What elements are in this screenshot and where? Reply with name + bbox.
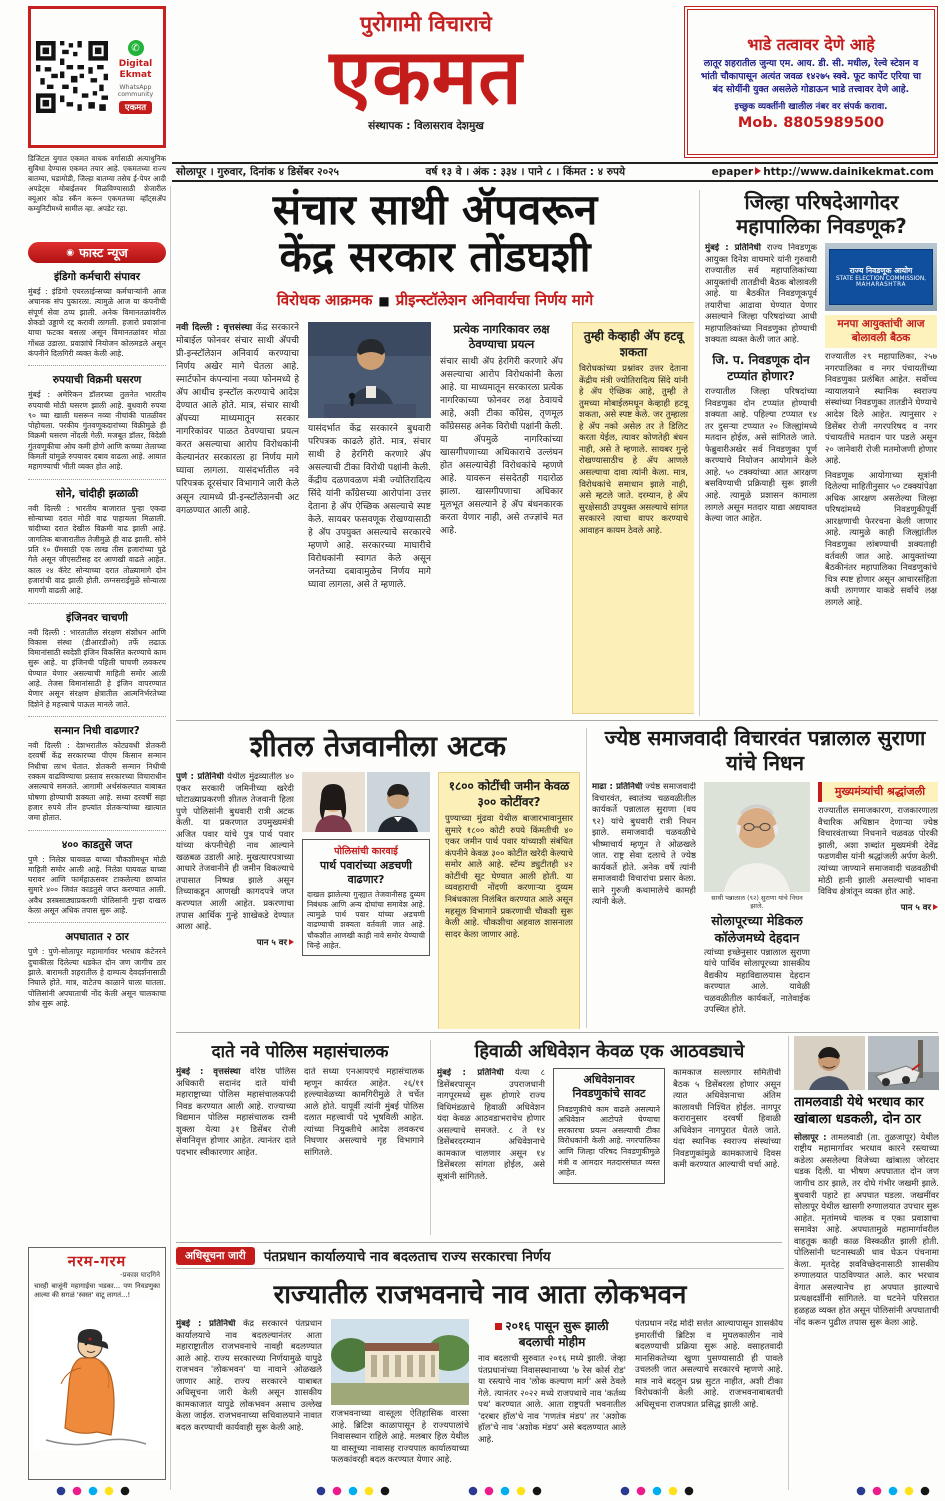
- cartoon-credit: -प्रकाश घादगिने: [120, 1271, 160, 1279]
- article-column: [478, 1319, 626, 1489]
- article-paragraph: तामलवाडी (ता. तुळजापूर) येथील राष्ट्रीय महामार्गावर भरधाव कारने रस्त्याच्या कडेला असलेल्या विजेच्या खांबाला जोरदार धडक दिली. या भीषण अपघातात दोन जण जागीच ठार झाले, तर दोघे गंभीर जखमी झाले. बुधवारी पहाटे हा अपघात घडला. जखमींवर सोलापूर येथील खासगी रुग्णालयात उपचार सुरू आहेत. मृतांमध्ये चालक व एका प्रवाशाचा समावेश आहे. अपघातामुळे महामार्गावरील वाहतूक काही काळ विस्कळीत झाली होती. पोलिसांनी घटनास्थळी धाव घेऊन पंचनामा केला. मृतदेह शवविच्छेदनासाठी शासकीय रुग्णालयात पाठविण्यात आले. कार भरधाव वेगात असल्यानेच हा अपघात झाल्याचे प्रत्यक्षदर्शींनी सांगितले. या घटनेने परिसरात हळहळ व्यक्त होत असून पोलिसांनी अपघाताची नोंद करून पुढील तपास सुरू केला आहे.: [794, 1132, 939, 1328]
- dateline: मुंबई : प्रतिनिधी: [437, 1068, 504, 1078]
- news-flash-icon: ◉: [66, 247, 75, 258]
- registration-marks: [316, 1486, 390, 1496]
- date-bar: [172, 162, 938, 182]
- registration-marks: [856, 1486, 930, 1496]
- article-paragraph: केंद्र सरकारने पंतप्रधान कार्यालयाचे नाव बदलल्यानंतर आता महाराष्ट्रातील राजभवनाचे नावही बदलण्यात आले आहे. राज्य सरकारच्या निर्णयामुळे यापुढे राजभवन 'लोकभवन' या नावाने ओळखले जाणार आहे. राज्य सरकारने याबाबत अधिसूचना जारी केली असून शासकीय कामकाजात यापुढे लोकभवन असाच उल्लेख केला जाईल. राजभवनाच्या सचिवालयाने नावात बदल करण्याची कार्यवाही सुरू केली आहे.: [176, 1319, 322, 1433]
- article-paragraph: वरिष्ठ पोलिस अधिकारी सदानंद दाते यांची महाराष्ट्राच्या पोलिस महासंचालकपदी निवड करण्यात आली आहे. राज्याच्या विद्यमान पोलिस महासंचालक रश्मी शुक्ला येत्या ३१ डिसेंबर रोजी सेवानिवृत्त होणार आहेत. त्यानंतर दाते पदभार स्वीकारणार आहेत.: [176, 1067, 297, 1158]
- article-headline: जिल्हा परिषदेआगोदर महापालिका निवडणूक?: [736, 190, 907, 238]
- victim-photo: [794, 1036, 865, 1090]
- digital-box-caption: डिजिटल युगात एकमत वाचक वर्गासाठी अत्याधुनिक सुविधा देण्यास एकमत तयार आहे. एकमतच्या राज्य बातम्या, घडामोडी, जिल्हा बातम्या तसेच ई-पेपर आदी अपडेट्स मोबाईलवर मिळविण्यासाठी शेजारील क्यूआर कोड स्कॅन करून एकमतच्या व्हॉट्सॲप कम्युनिटीमध्ये सामील व्हा. अपडेट रहा.: [28, 154, 166, 214]
- article-headline: दाते नवे पोलिस महासंचालक: [211, 1042, 389, 1062]
- minister-photo: [308, 322, 431, 418]
- article-headline: शीतल तेजवानीला अटक: [249, 729, 507, 763]
- sheetal-article: [176, 726, 580, 1029]
- crashed-car-photo: [868, 1036, 939, 1090]
- article-headline: ज्येष्ठ समाजवादी विचारवंत पन्नालाल सुराणा यांचे निधन: [604, 726, 926, 775]
- highlight-box: [438, 772, 580, 1029]
- article-headline: राज्यातील राजभवनाचे नाव आता लोकभवन: [273, 1280, 687, 1310]
- article-text: [176, 322, 299, 518]
- lead-column-1: [176, 322, 299, 714]
- article-columns: [176, 772, 580, 1029]
- article-text: [176, 1319, 322, 1434]
- dateline: मुंबई : प्रतिनिधी: [705, 243, 761, 253]
- article-text: [794, 1133, 939, 1329]
- ad-contact-note: इच्छुक व्यक्तींनी खालील नंबर वर संपर्क करावा.: [734, 101, 888, 112]
- article-paragraph: राज्यातील २९ महापालिका, २५७ नगरपालिका व नगर पंचायतींच्या निवडणुका प्रलंबित आहेत. सर्वोच्च न्यायालयाने स्थानिक स्वराज्य संस्थांच्या निवडणुका तातडीने घेण्याचे आदेश दिले आहेत. त्यानुसार २ डिसेंबर रोजी नगरपरिषद व नगर पंचायतींचे मतदान पार पडले असून २० जानेवारी रोजी मतमोजणी होणार आहे.: [825, 352, 937, 467]
- article-text: [592, 782, 696, 909]
- box-kicker: पोलिसांची कारवाई: [334, 846, 398, 857]
- article-paragraph: राज्यातील जिल्हा परिषदांच्या निवडणुका दोन टप्प्यांत होण्याची शक्यता आहे. पहिल्या टप्प्यात १४ तर दुसऱ्या टप्प्यात २० जिल्ह्यांमध्ये मतदान होईल, असे सांगितले जाते. फेब्रुवारीअखेर सर्व निवडणुका पूर्ण करण्याचे नियोजन आयोगाने केले आहे. ५० टक्क्यांच्या आत आरक्षण बसविण्याची प्रक्रियाही सुरू झाली आहे. त्यामुळे प्रशासन कामाला लागले असून मतदार याद्या अद्ययावत केल्या जात आहेत.: [705, 387, 817, 525]
- article-headline: तामलवाडी येथे भरधाव कार खांबाला धडकली, दोन ठार: [794, 1095, 924, 1127]
- article-column: [176, 772, 294, 1029]
- whatsapp-icon: ✆: [128, 40, 144, 56]
- dateline: माढा : प्रतिनिधी: [592, 782, 643, 792]
- cartoon-dialogue: चारही बाजूंनी महागाईचा भडका... पण निवडणुका आल्या की सगळं 'स्वस्त' वाटू लागतं...!: [34, 1282, 160, 1300]
- divider: [176, 1242, 782, 1243]
- article-paragraph: राज्य निवडणूक आयुक्त दिनेश वाघमारे यांनी गुरुवारी राज्यातील सर्व महापालिकांच्या आयुक्तांची तातडीची बैठक बोलावली आहे. या बैठकीत निवडणूकपूर्व तयारीचा आढावा घेण्यात येणार असल्याने जिल्हा परिषदांच्या आधी महापालिकांच्या निवडणुका होण्याची शक्यता व्यक्त केली जात आहे.: [705, 243, 817, 346]
- article-columns: [592, 782, 938, 1024]
- divider: [586, 728, 587, 1028]
- fast-news-item: [28, 263, 166, 366]
- dateline: सोलापूर :: [794, 1132, 827, 1143]
- article-paragraph: नाव बदलाची सुरुवात २०१६ मध्ये झाली. जेव्हा पंतप्रधानांच्या निवासस्थानाच्या '७ रेस कोर्स रोड' या रस्त्याचे नाव 'लोक कल्याण मार्ग' असे ठेवले गेले. त्यानंतर २०२२ मध्ये राजपथाचे नाव 'कर्तव्य पथ' करण्यात आले. आता राष्ट्रपती भवनातील 'दरबार हॉल'चे नाव 'गणतंत्र मंडप' तर 'अशोक हॉल'चे नाव 'अशोक मंडप' असे बदलण्यात आले आहे.: [478, 1354, 626, 1446]
- cartoon-title: नरम-गरम: [67, 1254, 127, 1270]
- dgp-article: [176, 1039, 424, 1236]
- divider: [788, 1036, 789, 1490]
- man-photo: [367, 772, 430, 832]
- article-column: [438, 772, 580, 1029]
- fast-news-item-body: नवी दिल्ली : भारतातील संरक्षण संशोधन आणि विकास संस्था (डीआरडीओ) तर्फे लढाऊ विमानांसाठी स्वदेशी इंजिन विकसित करण्याचे काम सुरू आहे. या इंजिनची पहिली चाचणी लवकरच घेण्यात येणार असल्याची माहिती समोर आली आहे. तेजस विमानांसाठी हे इंजिन वापरण्यात येणार असून संरक्षण क्षेत्रातील आत्मनिर्भरतेच्या दिशेने हे महत्त्वाचे पाऊल मानले जाते.: [28, 627, 166, 709]
- accident-photos: [794, 1036, 939, 1090]
- lead-column-3: [440, 322, 563, 714]
- fast-news-item-title: रुपयाची विक्रमी घसरण: [52, 374, 142, 387]
- fast-news-item-body: पुणे : पुणे-सोलापूर महामार्गावर भरधाव कंटेनरने दुचाकीला दिलेल्या धडकेत दोन जण जागीच ठार झाले. बारामती शहरातील हे दाम्पत्य देवदर्शनासाठी निघाले होते. मात्र, वाटेतच काळाने घाला घातला. पोलिसांनी अपघाताची नोंद केली असून चालकाचा शोध सुरू आहे.: [28, 947, 166, 1008]
- article-paragraph: संचार साथी ॲप हेरगिरी करणारे ॲप असल्याचा आरोप विरोधकांनी केला आहे. या माध्यमातून सरकारला प्रत्येक नागरिकाच्या फोनवर लक्ष ठेवायचे आहे, अशी टीका काँग्रेस, तृणमूल काँग्रेससह अनेक विरोधी पक्षांनी केली. या ॲपमुळे नागरिकांच्या खासगीपणाच्या अधिकाराचे उल्लंघन होत असल्याचेही विरोधकांचे म्हणणे आहे. यावरून संसदेतही गदारोळ झाला. खासगीपणाचा अधिकार मूलभूत असल्याने हे ॲप बंधनकारक करता येणार नाही, असे तज्ज्ञांचे मत आहे.: [440, 356, 563, 537]
- article-paragraph: त्यांच्या इच्छेनुसार पन्नालाल सुराणा यांचे पार्थिव सोलापूरच्या शासकीय वैद्यकीय महाविद्यालयास देहदान करण्यात आले. यावेळी चळवळीतील कार्यकर्ते, नातेवाईक उपस्थित होते.: [704, 947, 810, 1016]
- lead-story: [176, 186, 694, 714]
- fast-news-item: [28, 923, 166, 1015]
- article-column: [705, 243, 817, 705]
- qr-code: [36, 41, 108, 113]
- photo-caption: साथी पन्नालाल (९२) सुराणा यांचे निधन झाले.: [711, 894, 803, 911]
- masthead-founder: संस्थापक : विलासराव देशमुख: [368, 119, 484, 132]
- article-column: [304, 1067, 424, 1232]
- article-column: [176, 1319, 322, 1489]
- article-column: [437, 1068, 545, 1233]
- article-text: [705, 243, 817, 347]
- fast-news-item: [28, 480, 166, 604]
- fast-news-column: [28, 242, 166, 1242]
- article-paragraph: ज्येष्ठ समाजवादी विचारवंत, स्वातंत्र्य चळवळीतील कार्यकर्ते पन्नालाल सुराणा (वय ९२) यांचे बुधवारी रात्री निधन झाले. समाजवादी चळवळीचे भीष्माचार्य म्हणून ते ओळखले जात. राष्ट्र सेवा दलाचे ते ज्येष्ठ कार्यकर्ते होते. अनेक वर्षे त्यांनी समाजवादी विचारांचा प्रसार केला. साने गुरुजी कथामालेचे कामही त्यांनी केले.: [592, 782, 697, 908]
- dateline: मुंबई : वृत्तसंस्था: [176, 1067, 241, 1077]
- kicker-left: विरोधक आक्रमक: [276, 290, 373, 309]
- sub-headline: [478, 1319, 626, 1350]
- kicker-right: प्रीइन्स्टॉलेशन अनिवार्यचा निर्णय मागे: [395, 290, 594, 309]
- article-paragraph: निवडणूक आयोगाच्या सूत्रांनी दिलेल्या माहितीनुसार ५० टक्क्यांपेक्षा अधिक आरक्षण असलेल्या जिल्हा परिषदांमध्ये निवडणुकीपूर्वी आरक्षणाची फेररचना केली जाणार आहे. त्यामुळे काही जिल्ह्यांतील निवडणुका लांबण्याची शक्यताही वर्तवली जात आहे. आयुक्तांच्या बैठकीनंतर महापालिका निवडणुकांचे चित्र स्पष्ट होणार असून आचारसंहिता कधी लागणार याकडे सर्वांचे लक्ष लागले आहे.: [825, 470, 937, 608]
- mugshot-photos: [302, 772, 430, 832]
- surana-article: [592, 726, 938, 1029]
- article-paragraph: पुण्याच्या मुंढवा येथील बाजारभावानुसार सुमारे १८०० कोटी रुपये किंमतीची ४० एकर जमीन पार्थ पवार यांच्याशी संबंधित कंपनीने केवळ ३०० कोटींत खरेदी केल्याचे समोर आले आहे. स्टॅम्प ड्युटीतही ४२ कोटींची सूट घेण्यात आली होती. या व्यवहाराची नोंदणी करणाऱ्या दुय्यम निबंधकाला निलंबित करण्यात आले असून महसूल विभागाने प्रकरणाची चौकशी सुरू केली आहे. चौकशीचा अहवाल शासनाला सादर केला जाणार आहे.: [445, 814, 573, 940]
- ad-mobile-number: Mob. 8805989500: [737, 114, 885, 131]
- article-paragraph: निवडणुकीचे काम वाढले असल्याने अधिवेशन आटोपते घेण्याचा सरकारचा प्रयत्न असल्याची टीका विरोधकांनी केली आहे. नगरपालिका आणि जिल्हा परिषद निवडणुकीमुळे मंत्री व आमदार मतदारसंघात व्यस्त आहेत.: [558, 1104, 660, 1178]
- article-column: [818, 782, 938, 1024]
- registration-marks: [56, 1486, 130, 1496]
- article-column: [331, 1319, 469, 1489]
- arrow-icon: [933, 904, 938, 910]
- epaper-arrow-icon: [755, 167, 761, 175]
- digital-ekmat-title: Digital Ekmat: [118, 59, 153, 80]
- article-paragraph: केंद्र सरकारने मोबाईल फोनवर संचार साथी ॲपची प्री-इन्स्टॉलेशन अनिवार्य करण्याचा निर्णय अखेर मागे घेतला आहे. स्मार्टफोन कंपन्यांना नव्या फोनमध्ये हे ॲप आधीच इन्स्टॉल करण्याचे आदेश देण्यात आले होते. मात्र, संचार साथी ॲपच्या माध्यमातून सरकार नागरिकांवर पाळत ठेवण्याचा प्रयत्न करत असल्याचा आरोप विरोधकांनी केल्यानंतर सरकारला हा निर्णय मागे घ्यावा लागला. यासंदर्भातील नवे परिपत्रक दूरसंचार विभागाने जारी केले असून त्यामध्ये प्री-इन्स्टॉलेशनची अट वगळण्यात आली आहे.: [176, 322, 299, 516]
- ekmat-brand-badge: एकमत: [119, 101, 152, 114]
- masthead-tagline: पुरोगामी विचाराचे: [360, 12, 492, 36]
- lead-headline-line1: संचार साथी ॲपवरून: [272, 185, 598, 234]
- lead-headline-line2: केंद्र सरकार तोंडघशी: [279, 232, 591, 282]
- divider: [430, 1040, 431, 1235]
- article-paragraph: विरोधकांच्या प्रश्नांवर उत्तर देताना केंद्रीय मंत्री ज्योतिरादित्य सिंदे यांनी हे ॲप ऐच्छिक आहे, तुम्ही ते तुमच्या मोबाईलमधून केव्हाही हटवू शकता, असे स्पष्ट केले. जर तुम्हाला हे ॲप नको असेल तर ते डिलिट करता येईल, त्यावर कोणतेही बंधन नाही, असे ते म्हणाले. सायबर गुन्हे रोखण्यासाठीच हे ॲप आणले असल्याचा दावा त्यांनी केला. मात्र, विरोधकांचे समाधान झाले नाही, असे म्हटले जाते. दरम्यान, हे ॲप सुरक्षेसाठी उपयुक्त असल्याचे सांगत सरकारने त्याचा वापर करण्याचे आवाहन कायम ठेवले आहे.: [579, 364, 688, 536]
- dateline: नवी दिल्ली : वृत्तसंस्था: [176, 322, 253, 333]
- highlight-box: [572, 322, 694, 714]
- cartoon-drawing: [34, 1300, 160, 1450]
- divider: [170, 186, 171, 1490]
- lead-kicker: [176, 290, 694, 310]
- accident-article: [794, 1036, 939, 1490]
- fast-news-item: [28, 604, 166, 718]
- notice-strip: [176, 1247, 784, 1269]
- article-paragraph: येत्या ८ डिसेंबरपासून उपराजधानी नागपूरमध्ये सुरू होणारे राज्य विधिमंडळाचे हिवाळी अधिवेशन यंदा केवळ आठवडाभराचेच होणार असल्याचे समजते. ८ ते १४ डिसेंबरदरम्यान अधिवेशनाचे कामकाज चालणार असून १४ डिसेंबरला सांगता होईल, असे सूत्रांनी सांगितले.: [437, 1068, 546, 1182]
- boxed-sub-article: [302, 839, 430, 956]
- notice-label: अधिसूचना जारी: [176, 1247, 255, 1265]
- digital-ekmat-box: [28, 6, 166, 148]
- fast-news-item-title: इंजिनवर चाचणी: [66, 611, 128, 624]
- article-column: [825, 243, 937, 705]
- pannalal-surana-photo: [704, 782, 810, 892]
- highlight-box-title: तुम्ही केव्हाही ॲप हटवू शकता: [583, 328, 684, 359]
- edition-date: सोलापूर । गुरुवार, दिनांक ४ डिसेंबर २०२५: [176, 166, 340, 178]
- masthead-title: एकमत: [329, 32, 523, 121]
- article-paragraph: येथील मुंढव्यातील ४० एकर सरकारी जमिनीच्या खरेदी घोटाळ्याप्रकरणी शीतल तेजवानी हिला पुणे पोलिसांनी बुधवारी रात्री अटक केली. या प्रकरणात उपमुख्यमंत्री अजित पवार यांचे पुत्र पार्थ पवार यांच्या कंपनीचेही नाव आल्याने खळबळ उडाली आहे. मुखत्यारपत्राच्या आधारे तेजवानीने ही जमीन विकल्याचे तपासात निष्पन्न झाले असून तिच्याकडून आणखी कागदपत्रे जप्त करण्यात आली आहेत. प्रकरणाचा तपास आर्थिक गुन्हे शाखेकडे देण्यात आला आहे.: [176, 772, 294, 933]
- fast-news-item-body: मुंबई : अमेरिकन डॉलरच्या तुलनेत भारतीय रुपयाची मोठी घसरण झाली आहे. बुधवारी रुपया ९० च्या खाली घसरून नव्या नीचांकी पातळीवर पोहोचला. परकीय गुंतवणूकदारांच्या विक्रीमुळे ही विक्रमी घसरण नोंदली गेली. मजबूत डॉलर, विदेशी गुंतवणुकीचा ओघ कमी होणे आणि कच्च्या तेलाच्या किमती यांमुळे रुपयावर दबाव वाढला आहे. आयात महागण्याची भीती व्यक्त होत आहे.: [28, 390, 166, 472]
- ad-title: भाडे तत्वावर देणे आहे: [747, 35, 875, 55]
- article-column: [673, 1068, 781, 1233]
- cartoon-box: [28, 1247, 166, 1480]
- ad-body: लातूर शहरातील जुन्या एम. आय. डी. सी. मधील, रेल्वे स्टेशन व भांती चौकापासून अत्यंत जवळ १४२७५ स्क्वे. फूट कार्पेट एरिया चा बंद सोयींनी युक्त असलेले गोडाऊन भाडे तत्त्वावर देणे आहे.: [700, 58, 922, 95]
- fast-news-item: [28, 717, 166, 831]
- box-title: पार्थ पवारांच्या अडचणी वाढणार?: [319, 859, 412, 886]
- highlight-box-title: १८०० कोटींची जमीन केवळ ३०० कोटींवर?: [448, 779, 570, 809]
- rajbhavan-article: [176, 1247, 784, 1489]
- election-article: [705, 190, 938, 716]
- fast-news-item-title: सोने, चांदीही झळाळी: [55, 487, 139, 500]
- article-paragraph: राज्यातील समाजकारण, राजकारणाला वैचारिक अधिष्ठान देणाऱ्या ज्येष्ठ विचारवंताच्या निधनाने चळवळ पोरकी झाली, अशा शब्दांत मुख्यमंत्री देवेंद्र फडणवीस यांनी श्रद्धांजली अर्पण केली. त्यांच्या जाण्याने समाजवादी चळवळीची मोठी हानी झाली असल्याची भावना विविध क्षेत्रांतून व्यक्त होत आहे.: [818, 806, 938, 898]
- dateline: मुंबई : प्रतिनिधी: [176, 1319, 236, 1329]
- election-commission-photo: [825, 243, 937, 311]
- fast-news-item-body: नवी दिल्ली : भारतीय बाजारात पुन्हा एकदा सोन्याच्या दरात मोठी वाढ पाहायला मिळाली. चांदीच्या दरात देखील विक्रमी वाढ झाली आहे. जागतिक बाजारातील तेजीमुळे ही वाढ झाली. सोने प्रति १० ग्रॅमसाठी एक लाख तीस हजारांच्या पुढे गेले असून जीएसटीसह दर आणखी वाढले आहेत. काल २४ कॅरेट सोन्याच्या दरात तोळ्यामागे दोन हजारांची वाढ झाली होती. लग्नसराईमुळे सोन्याला मागणी वाढली आहे.: [28, 503, 166, 596]
- rajbhavan-building-photo: [331, 1319, 469, 1405]
- fast-news-title: फास्ट न्यूज: [79, 245, 128, 260]
- article-text: [176, 772, 294, 934]
- article-paragraph: राजभवनाच्या वास्तूला ऐतिहासिक वारसा आहे. ब्रिटिश काळापासून हे राज्यपालांचे निवासस्थान राहिले आहे. मलबार हिल येथील या वास्तूच्या नावासह राज्यपाल कार्यालयाच्या फलकांवरही बदल करण्यात येणार आहे.: [331, 1409, 469, 1466]
- article-headline: हिवाळी अधिवेशन केवळ एक आठवड्याचे: [474, 1041, 745, 1062]
- boxed-sub-article: [553, 1068, 665, 1184]
- fast-news-item: [28, 366, 166, 480]
- registration-marks: [620, 1486, 694, 1496]
- winter-session-article: [437, 1039, 782, 1236]
- divider: [176, 720, 938, 721]
- sign-text: STATE ELECTION COMMISSION,: [835, 276, 927, 282]
- article-column: [176, 1067, 296, 1232]
- fast-news-header: [28, 242, 166, 263]
- election-commission-sign: [829, 249, 933, 305]
- fast-news-item-body: मुंबई : इंडिगो एयरलाईन्सच्या कर्मचाऱ्यांनी आज अचानक संप पुकारला. त्यामुळे आज या कंपनीची संपूर्ण सेवा ठप्प झाली. अनेक विमानतळांवरील शेकडो उड्डाणे रद्द करावी लागली. हजारो प्रवाशांना याचा फटका बसला असून विमानतळांवर मोठा गोंधळ उडाला. प्रवाशांचे नियोजन कोलमडले असून कंपनीने दिलगिरी व्यक्त केली आहे.: [28, 287, 166, 358]
- sub-headline: जि. प. निवडणूक दोन टप्प्यांत होणार?: [712, 352, 810, 383]
- rental-ad-box: [684, 6, 938, 158]
- woman-photo: [302, 772, 365, 832]
- fast-news-item-title: सन्मान निधी वाढणार?: [54, 725, 140, 737]
- lead-columns: [176, 322, 694, 714]
- tribute-box-title: मुख्यमंत्र्यांची श्रद्धांजली: [818, 782, 938, 802]
- article-text: [176, 1067, 296, 1159]
- lead-column-4: [572, 322, 694, 714]
- box-title: अधिवेशनावर निवडणुकांचे सावट: [572, 1073, 646, 1101]
- highlighted-note: मनपा आयुक्तांची आज बोलावली बैठक: [825, 315, 937, 348]
- digital-ekmat-subtitle: WhatsApp community: [117, 83, 154, 98]
- divider: [176, 1032, 938, 1033]
- article-column: [553, 1068, 665, 1233]
- fast-news-item-title: इंडिगो कर्मचारी संपावर: [53, 271, 141, 283]
- sign-text: MAHARASHTRA: [856, 282, 906, 288]
- fast-news-item-body: पुणे : निलेश घायवळ याच्या चौकशीमधून मोठी माहिती समोर आली आहे. निलेश घायवळ याच्या घरावर आणि फार्महाऊसवर टाकलेल्या छाप्यांत सुमारे ४०० जिवंत काडतुसे जप्त करण्यात आली. अवैध शस्त्रसाठ्याप्रकरणी पोलिसांनी गुन्हा दाखल केला असून अधिक तपास सुरू आहे.: [28, 854, 166, 916]
- continuation-text: पान ५ वर: [900, 902, 931, 913]
- article-column: [635, 1319, 783, 1489]
- sub-headline-text: २०१६ पासून सुरू झाली बदलाची मोहीम: [505, 1319, 609, 1349]
- article-paragraph: यासंदर्भात केंद्र सरकारने बुधवारी परिपत्रक काढले होते. मात्र, संचार साथी हे हेरगिरी करणारे ॲप असल्याची टीका विरोधी पक्षांनी केली. केंद्रीय दळणवळण मंत्री ज्योतिरादित्य सिंदे यांनी काँग्रेसच्या आरोपांना उत्तर देताना हे ॲप ऐच्छिक असल्याचे स्पष्ट केले. सायबर फसवणूक रोखण्यासाठी हे ॲप उपयुक्त असल्याचे सरकारचे म्हणणे आहे. सरकारच्या माघारीचे विरोधकांनी स्वागत केले असून जनतेच्या दबावामुळेच निर्णय मागे घ्यावा लागला, असे ते म्हणाले.: [308, 423, 431, 591]
- fast-news-item-body: नवी दिल्ली : देशभरातील कोट्यवधी शेतकरी दरवर्षी केंद्र सरकारच्या पीएम किसान सन्मान निधीचा लाभ घेतात. शेतकरी सन्मान निधीची रक्कम वाढविण्याचा प्रस्ताव सरकारच्या विचाराधीन असल्याचे समजते. आगामी अर्थसंकल्पात याबाबत घोषणा होण्याची शक्यता आहे. सध्या दरवर्षी सहा हजार रुपये तीन हप्त्यांत शेतकऱ्यांच्या खात्यात जमा होतात.: [28, 741, 166, 823]
- kicker-bullet-icon: ■: [378, 293, 390, 308]
- lead-column-2: [308, 322, 431, 714]
- fast-news-item: [28, 831, 166, 924]
- epaper-label: epaper: [711, 166, 754, 178]
- sub-headline: सोलापूरच्या मेडिकल कॉलेजमध्ये देहदान: [711, 913, 803, 945]
- red-square-icon: [495, 1323, 502, 1330]
- continuation-text: पान ५ वर: [256, 937, 287, 948]
- notice-text: पंतप्रधान कार्यालयाचे नाव बदलताच राज्य सरकारचा निर्णय: [263, 1249, 551, 1265]
- dateline: पुणे : प्रतिनिधी: [176, 772, 224, 782]
- article-text: [437, 1068, 545, 1183]
- masthead: [172, 10, 680, 133]
- article-paragraph: पंतप्रधान नरेंद्र मोदी सत्तेत आल्यापासून शासकीय इमारतींची ब्रिटिश व मुघलकालीन नावे बदलण्याची प्रक्रिया सुरू आहे. वसाहतवादी मानसिकतेच्या खुणा पुसण्यासाठी ही पावले उचलली जात असल्याचे सरकारचे म्हणणे आहे. मात्र नावे बदलून प्रश्न सुटत नाहीत, अशी टीका विरोधकांनी केली आहे. राजभवनाबाबतची अधिसूचना राजपत्रात प्रसिद्ध झाली आहे.: [635, 1319, 783, 1410]
- digital-ekmat-info: [113, 40, 158, 114]
- article-columns: [705, 243, 938, 705]
- issue-info: वर्ष १३ वे । अंक : ३३४ । पाने ८ । किंमत : ४ रुपये: [425, 166, 626, 178]
- article-columns: [437, 1068, 782, 1233]
- arrow-icon: [289, 939, 294, 945]
- article-paragraph: कामकाज सल्लागार समितीची बैठक ५ डिसेंबरला होणार असून त्यात अधिवेशनाचा अंतिम कालावधी निश्चित होईल. नागपूर करारानुसार दरवर्षी हिवाळी अधिवेशन नागपुरात घेतले जाते. यंदा स्थानिक स्वराज्य संस्थांच्या निवडणुकांमुळे कामकाजाचे दिवस कमी करण्यात आल्याची चर्चा आहे.: [673, 1068, 781, 1171]
- article-column: [592, 782, 696, 1024]
- epaper-link[interactable]: [712, 166, 934, 178]
- continuation-note: [176, 937, 294, 948]
- fast-news-item-title: अपघातात २ ठार: [65, 931, 129, 944]
- article-paragraph: दाते सध्या एनआयएचे महासंचालक म्हणून कार्यरत आहेत. २६/११ हल्ल्यावेळच्या कामगिरीमुळे ते चर्चेत आले होते. यापूर्वी त्यांनी मुंबई पोलिस दलात महत्त्वाची पदे भूषविली आहेत. त्यांच्या नियुक्तीचे आदेश लवकरच निघणार असल्याचे गृह विभागाने सांगितले.: [304, 1067, 424, 1158]
- fast-news-item-title: ४०० काडतुसे जप्त: [61, 838, 133, 851]
- article-columns: [176, 1067, 424, 1232]
- epaper-url: http://www.dainikekmat.com: [763, 166, 934, 178]
- article-column: [302, 772, 430, 1029]
- sign-text: राज्य निवडणूक आयोग: [849, 266, 913, 275]
- sub-headline: प्रत्येक नागरिकावर लक्ष ठेवण्याचा प्रयत्न: [453, 321, 550, 351]
- divider: [699, 190, 700, 716]
- registration-marks: [468, 1486, 542, 1496]
- article-column: [704, 782, 810, 1024]
- continuation-note: [818, 902, 938, 913]
- article-paragraph: दाखल झालेल्या गुन्ह्यात तेजवानीसह दुय्यम निबंधक आणि अन्य दोघांचा समावेश आहे. त्यामुळे पार्थ पवार यांच्या अडचणी वाढण्याची शक्यता वर्तवली जात आहे. चौकशीत आणखी काही नावे समोर येण्याची चिन्हे आहेत.: [307, 889, 425, 951]
- article-columns: [176, 1319, 784, 1489]
